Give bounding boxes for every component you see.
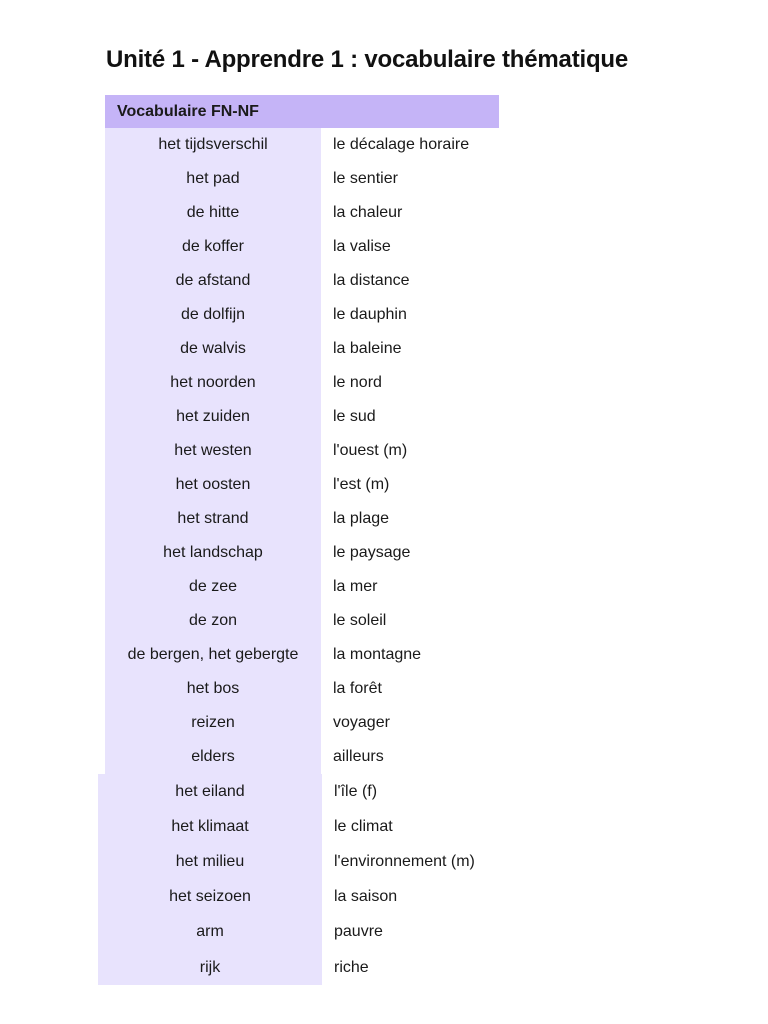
table-row	[105, 128, 499, 162]
table-row	[105, 434, 499, 468]
table-row	[105, 604, 499, 638]
dutch-term: reizen	[105, 706, 321, 740]
french-term: la saison	[334, 888, 398, 906]
french-term: la distance	[333, 272, 410, 289]
table-row	[105, 264, 499, 298]
french-term: l'ouest (m)	[333, 442, 408, 459]
french-term: la forêt	[333, 680, 382, 697]
table-row	[105, 536, 499, 570]
vocabulary-table	[105, 95, 499, 985]
table-row	[105, 672, 499, 706]
dutch-term: het strand	[105, 502, 321, 536]
french-term: la mer	[333, 578, 378, 595]
dutch-term: het landschap	[105, 536, 321, 570]
dutch-term: elders	[105, 740, 321, 774]
french-term: l'environnement (m)	[334, 852, 475, 870]
dutch-term: de zon	[105, 604, 321, 638]
dutch-term: het tijdsverschil	[105, 128, 321, 162]
dutch-term: de dolfijn	[105, 298, 321, 332]
dutch-term: het westen	[105, 434, 321, 468]
french-term: le soleil	[333, 612, 387, 629]
french-term: pauvre	[334, 923, 383, 941]
dutch-term: het milieu	[98, 844, 322, 879]
dutch-term: de koffer	[105, 230, 321, 264]
dutch-term: het oosten	[105, 468, 321, 502]
table-body	[105, 128, 499, 985]
table-row	[105, 230, 499, 264]
dutch-term: het klimaat	[98, 809, 322, 844]
dutch-term: het seizoen	[98, 880, 322, 915]
dutch-term: het bos	[105, 672, 321, 706]
french-term: riche	[334, 958, 369, 976]
french-term: ailleurs	[333, 748, 384, 765]
table-row	[105, 740, 499, 774]
french-term: l'île (f)	[334, 782, 378, 800]
table-row	[105, 638, 499, 672]
dutch-term: de hitte	[105, 196, 321, 230]
french-term: la baleine	[333, 340, 402, 357]
table-row	[105, 844, 499, 879]
french-term: le climat	[334, 817, 393, 835]
french-term: le dauphin	[333, 306, 407, 323]
french-term: l'est (m)	[333, 476, 390, 493]
table-row	[105, 196, 499, 230]
dutch-term: arm	[98, 915, 322, 950]
table-row	[105, 400, 499, 434]
table-header-label: Vocabulaire FN-NF	[117, 102, 259, 120]
table-row	[105, 774, 499, 809]
french-term: voyager	[333, 714, 390, 731]
page-title: Unité 1 - Apprendre 1 : vocabulaire thématique	[106, 46, 629, 73]
french-term: le sentier	[333, 170, 398, 187]
dutch-term: de walvis	[105, 332, 321, 366]
table-row	[105, 570, 499, 604]
dutch-term: de zee	[105, 570, 321, 604]
french-term: le nord	[333, 374, 382, 391]
dutch-term: de afstand	[105, 264, 321, 298]
table-header	[105, 95, 499, 128]
french-term: la plage	[333, 510, 390, 527]
table-row	[105, 880, 499, 915]
table-row	[105, 162, 499, 196]
dutch-term: het eiland	[98, 774, 322, 809]
french-term: le paysage	[333, 544, 411, 561]
french-term: le sud	[333, 408, 376, 425]
french-term: la valise	[333, 238, 391, 255]
table-row	[105, 915, 499, 950]
table-row	[105, 809, 499, 844]
dutch-term: de bergen, het gebergte	[105, 638, 321, 672]
french-term: la chaleur	[333, 204, 403, 221]
french-term: la montagne	[333, 646, 422, 663]
table-row	[105, 706, 499, 740]
table-row	[105, 468, 499, 502]
dutch-term: het noorden	[105, 366, 321, 400]
french-term: le décalage horaire	[333, 136, 470, 153]
table-row	[105, 950, 499, 985]
dutch-term: rijk	[98, 950, 322, 985]
dutch-term: het zuiden	[105, 400, 321, 434]
table-row	[105, 502, 499, 536]
dutch-term: het pad	[105, 162, 321, 196]
table-row	[105, 366, 499, 400]
table-row	[105, 332, 499, 366]
table-row	[105, 298, 499, 332]
